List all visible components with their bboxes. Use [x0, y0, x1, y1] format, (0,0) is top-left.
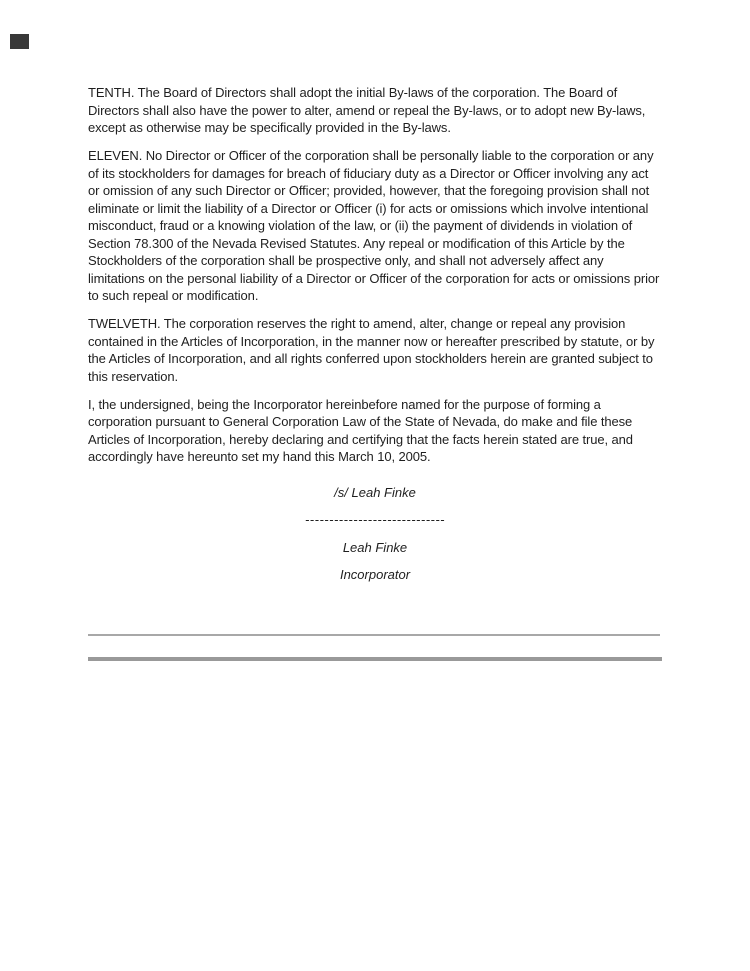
- signature-block: [88, 484, 662, 584]
- paragraph-attestation: I, the undersigned, being the Incorporator hereinbefore named for the purpose of forming a corporation pursuant to General Corporation Law of the State of Nevada, do make and file these Articles of Incorporation, hereby declaring and certifying that the facts herein stated are true, and accordingly have hereunto set my hand this March 10, 2005.: [88, 396, 633, 464]
- document-page: [88, 84, 662, 661]
- paragraph-tenth: TENTH. The Board of Directors shall adopt the initial By-laws of the corporation. The Board of Directors shall also have the power to alter, amend or repeal the By-laws, or to adopt new By-laws, except as otherwise may be specifically provided in the By-laws.: [88, 85, 646, 135]
- corner-mark: [10, 34, 29, 49]
- signatory-title: Incorporator: [339, 567, 411, 582]
- footer-rules: [88, 634, 662, 661]
- signature-separator: -----------------------------: [304, 512, 446, 527]
- signatory-name: Leah Finke: [342, 539, 408, 555]
- footer-rule-thin: [88, 634, 660, 636]
- footer-rule-thick: [88, 657, 662, 661]
- paragraph-eleven: ELEVEN. No Director or Officer of the corporation shall be personally liable to the corporation or any of its stockholders for damages for breach of fiduciary duty as a Director or Officer involving any act or omission of any such Director or Officer; provided, however, that the foregoing provision shall not eliminate or limit the liability of a Director or Officer (i) for acts or omissions which involve intentional misconduct, fraud or a knowing violation of the law, or (ii) the payment of dividends in violation of Section 78.300 of the Nevada Revised Statutes. Any repeal or modification of this Article by the Stockholders of the corporation shall be prospective only, and shall not adversely affect any limitations on the personal liability of a Director or Officer of the corporation for acts or omissions prior to such repeal or modification.: [88, 148, 660, 303]
- signature-line: /s/ Leah Finke: [334, 484, 416, 500]
- paragraph-twelveth: TWELVETH. The corporation reserves the right to amend, alter, change or repeal any provision contained in the Articles of Incorporation, in the manner now or hereafter prescribed by statute, or by the Articles of Incorporation, and all rights conferred upon stockholders herein are granted subject to this reservation.: [88, 316, 655, 384]
